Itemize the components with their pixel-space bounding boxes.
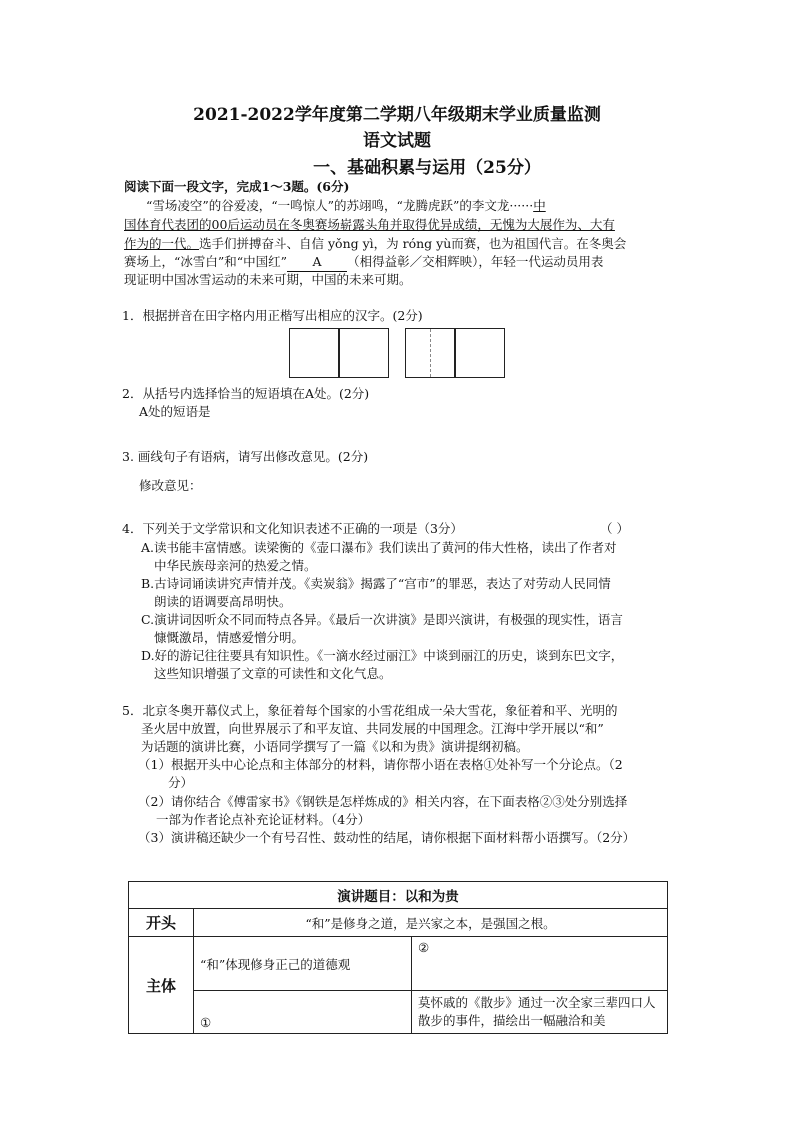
option-b-cont: 朗读的语调要高昂明快。 [154, 594, 292, 609]
passage-line-4: 赛场上，“冰雪白”和“中国红” A （相得益彰／交相辉映），年轻一代运动员用表 [124, 253, 603, 272]
passage-line-2: 国体育代表团的00后运动员在冬奥赛场崭露头角并取得优异成绩，无愧为大展作为、大有 [124, 217, 615, 232]
question-5-part-1-cont: 分） [168, 775, 194, 790]
body-row-2-right: 莫怀戚的《散步》通过一次全家三辈四口人散步的事件，描绘出一幅融洽和美 [412, 991, 668, 1034]
question-3-prompt: 修改意见： [139, 478, 202, 493]
section-heading: 一、基础积累与运用（25分） [313, 158, 541, 178]
question-5-part-1: （1）根据开头中心论点和主体部分的材料，请你帮小语在表格①处补写一个分论点。（2 [138, 757, 623, 772]
option-d-cont: 这些知识增强了文章的可读性和文化气息。 [154, 666, 392, 681]
question-3: 3. 画线句子有语病，请写出修改意见。(2分) [122, 449, 369, 464]
grid-cell-3[interactable] [405, 328, 455, 378]
blank-a: A [287, 253, 347, 272]
option-c-cont: 慷慨激昂，情感爱憎分明。 [154, 630, 305, 645]
question-2-prompt: A处的短语是 [139, 404, 211, 419]
body-label: 主体 [129, 937, 194, 1034]
question-5-part-3: （3）演讲稿还缺少一个有号召性、鼓动性的结尾，请你根据下面材料帮小语撰写。（2分） [138, 830, 636, 845]
question-5-line-3: 为话题的演讲比赛，小语同学撰写了一篇《以和为贵》演讲提纲初稿。 [141, 739, 529, 754]
question-5-part-2: （2）请你结合《傅雷家书》《钢铁是怎样炼成的》相关内容，在下面表格②③处分别选择 [138, 794, 628, 809]
question-2: 2．从括号内选择恰当的短语填在A处。(2分) [122, 386, 370, 401]
passage-line-3: 作为的一代。选手们拼搏奋斗、自信 yǒng yì，为 róng yù而赛，也为祖国代言。在冬奥会 [124, 236, 627, 251]
grid-cell-4[interactable] [455, 328, 505, 378]
body-row-2-left[interactable]: ① [194, 991, 412, 1034]
option-d: D.好的游记往往要具有知识性。《一滴水经过丽江》中谈到丽江的历史，谈到东巴文字， [141, 648, 624, 663]
table-heading: 演讲题目：以和为贵 [129, 882, 668, 909]
option-a-cont: 中华民族母亲河的热爱之情。 [154, 558, 317, 573]
question-1: 1．根据拼音在田字格内用正楷写出相应的汉字。(2分) [122, 308, 423, 323]
answer-paren: （ ） [600, 521, 629, 536]
question-5-part-2-cont: 一部为作者论点补充论证材料。（4分） [156, 812, 371, 827]
opening-text: “和”是修身之道，是兴家之本，是强国之根。 [194, 909, 668, 937]
option-c: C.演讲词因听众不同而特点各异。《最后一次讲演》是即兴演讲，有极强的现实性，语言 [141, 612, 623, 627]
question-5: 5．北京冬奥开幕仪式上，象征着每个国家的小雪花组成一朵大雪花，象征着和平、光明的 [122, 703, 618, 718]
passage-line-5: 现证明中国冰雪运动的未来可期，中国的未来可期。 [124, 272, 412, 287]
grid-cell-2[interactable] [339, 328, 389, 378]
option-a: A.读书能丰富情感。读梁衡的《壶口瀑布》我们读出了黄河的伟大性格，读出了作者对 [141, 540, 617, 555]
opening-label: 开头 [129, 909, 194, 937]
option-b: B.古诗词诵读讲究声情并茂。《卖炭翁》揭露了“宫市”的罪恶，表达了对劳动人民同情 [141, 576, 611, 591]
exam-title: 2021-2022学年度第二学期八年级期末学业质量监测 [193, 105, 601, 125]
body-row-1-left: “和”体现修身正己的道德观 [194, 937, 412, 991]
exam-subject: 语文试题 [363, 131, 431, 151]
question-4: 4．下列关于文学常识和文化知识表述不正确的一项是（3分） [122, 521, 463, 536]
passage-line-1: “雪场凌空”的谷爱凌，“一鸣惊人”的苏翊鸣，“龙腾虎跃”的李文龙······中 [146, 198, 546, 213]
speech-outline-table [128, 881, 668, 1034]
grid-cell-1[interactable] [289, 328, 339, 378]
body-row-1-right[interactable]: ② [412, 937, 668, 991]
question-5-line-2: 圣火居中放置，向世界展示了和平友谊、共同发展的中国理念。江海中学开展以“和” [141, 721, 604, 736]
passage-instruction: 阅读下面一段文字，完成1～3题。(6分) [124, 179, 350, 194]
